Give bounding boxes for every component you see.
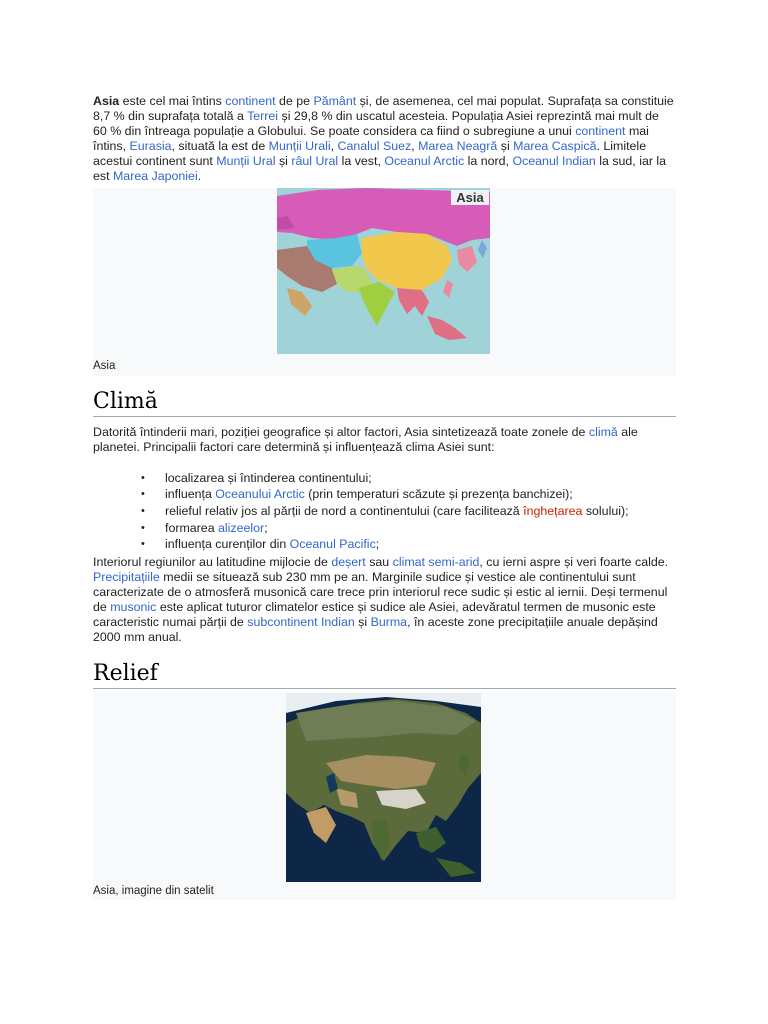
figure-caption: Asia	[93, 359, 116, 372]
map-label-asia: Asia	[456, 189, 484, 205]
link-inghetarea[interactable]: înghețarea	[523, 503, 583, 518]
section-heading-clima: Climă	[93, 389, 676, 417]
figure-caption: Asia, imagine din satelit	[93, 885, 214, 898]
link-burma[interactable]: Burma	[370, 615, 408, 630]
link-pamant[interactable]: Pământ	[313, 94, 357, 108]
link-clima[interactable]: climă	[588, 424, 618, 439]
list-item: • influența Oceanului Arctic (prin temperaturi scăzute și prezența banchizei);	[165, 486, 676, 503]
link-desert[interactable]: deșert	[331, 554, 366, 569]
link-precipitatiile[interactable]: Precipitațiile	[93, 569, 160, 584]
link-muntii-urali[interactable]: Munții Urali	[268, 139, 331, 154]
link-alizeelor[interactable]: alizeelor	[218, 520, 265, 535]
intro-paragraph: Asia este cel mai întins continent de pe Pământ și, de asemenea, cel mai populat. Suprafața sa constituie 8,7 % din suprafața totală a Terrei și 29,8 % din uscatul acesteia. Populația Asiei reprezintă mai mult de 60 % din întreaga populație a Globului. Se poate considera ca fiind o subregiune a unui continent mai întins, Eurasia, situată la est de Munții Urali, Canalul Suez, Marea Neagră și Marea Caspică. Limitele acestui continent sunt Munții Ural și râul Ural la vest, Oceanul Arctic la nord, Oceanul Indian la sud, iar la est Marea Japoniei.	[93, 94, 674, 184]
asia-satellite-image[interactable]	[286, 693, 481, 882]
link-musonic[interactable]: musonic	[110, 600, 157, 614]
link-marea-japoniei[interactable]: Marea Japoniei	[112, 169, 198, 184]
asia-political-map-image[interactable]	[277, 188, 490, 354]
link-muntii-ural[interactable]: Munții Ural	[216, 154, 276, 169]
link-continent-2[interactable]: continent	[575, 124, 626, 139]
link-oceanul-pacific[interactable]: Oceanul Pacific	[289, 537, 376, 552]
link-oceanul-arctic[interactable]: Oceanul Arctic	[384, 154, 465, 169]
link-terrei[interactable]: Terrei	[247, 109, 279, 124]
link-eurasia[interactable]: Eurasia	[129, 139, 172, 154]
figure-asia-map	[93, 188, 676, 376]
link-oceanul-indian[interactable]: Oceanul Indian	[512, 154, 596, 169]
link-raul-ural[interactable]: râul Ural	[291, 154, 339, 169]
link-continent[interactable]: continent	[225, 94, 276, 108]
figure-asia-satellite	[93, 692, 676, 900]
link-climat-semi-arid[interactable]: climat semi-arid	[392, 554, 480, 569]
link-oceanului-arctic[interactable]: Oceanului Arctic	[215, 487, 305, 502]
article-content	[93, 94, 676, 900]
link-marea-neagra[interactable]: Marea Neagră	[418, 139, 498, 154]
section-heading-relief: Relief	[93, 661, 676, 689]
clima-detail-paragraph: Interiorul regiunilor au latitudine mijlocie de deșert sau climat semi-arid, cu ierni aspre și veri foarte calde. Precipitațiile medii se situează sub 230 mm pe an. Marginile sudice și vestice ale continentului sunt caracterizate de o atmosferă musonică care trece prin interiorul rece sudic și estic al iernii. Deși termenul de musonic este aplicat tuturor climatelor estice și sudice ale Asiei, adevăratul termen de musonic este caracteristic numai părții de subcontinent Indian și Burma, în aceste zone precipitațiile anuale depășind 2000 mm anual.	[93, 554, 669, 645]
clima-intro-paragraph: Datorită întinderii mari, poziției geografice și altor factori, Asia sintetizează toate zonele de climă ale planetei. Principalii factori care determină și influențează clima Asiei sunt:	[93, 424, 638, 454]
list-item: • relieful relativ jos al părții de nord a continentului (care facilitează înghețarea solului);	[165, 503, 676, 520]
link-subcontinent-indian[interactable]: subcontinent Indian	[247, 615, 355, 630]
link-marea-caspica[interactable]: Marea Caspică	[513, 139, 597, 154]
clima-factors-list	[93, 470, 676, 553]
link-canalul-suez[interactable]: Canalul Suez	[337, 139, 412, 154]
list-item: • localizarea și întinderea continentului;	[165, 470, 676, 487]
list-item: • influența curenților din Oceanul Pacific;	[165, 536, 676, 553]
list-item: • formarea alizeelor;	[165, 520, 676, 537]
term-asia: Asia	[93, 94, 120, 108]
